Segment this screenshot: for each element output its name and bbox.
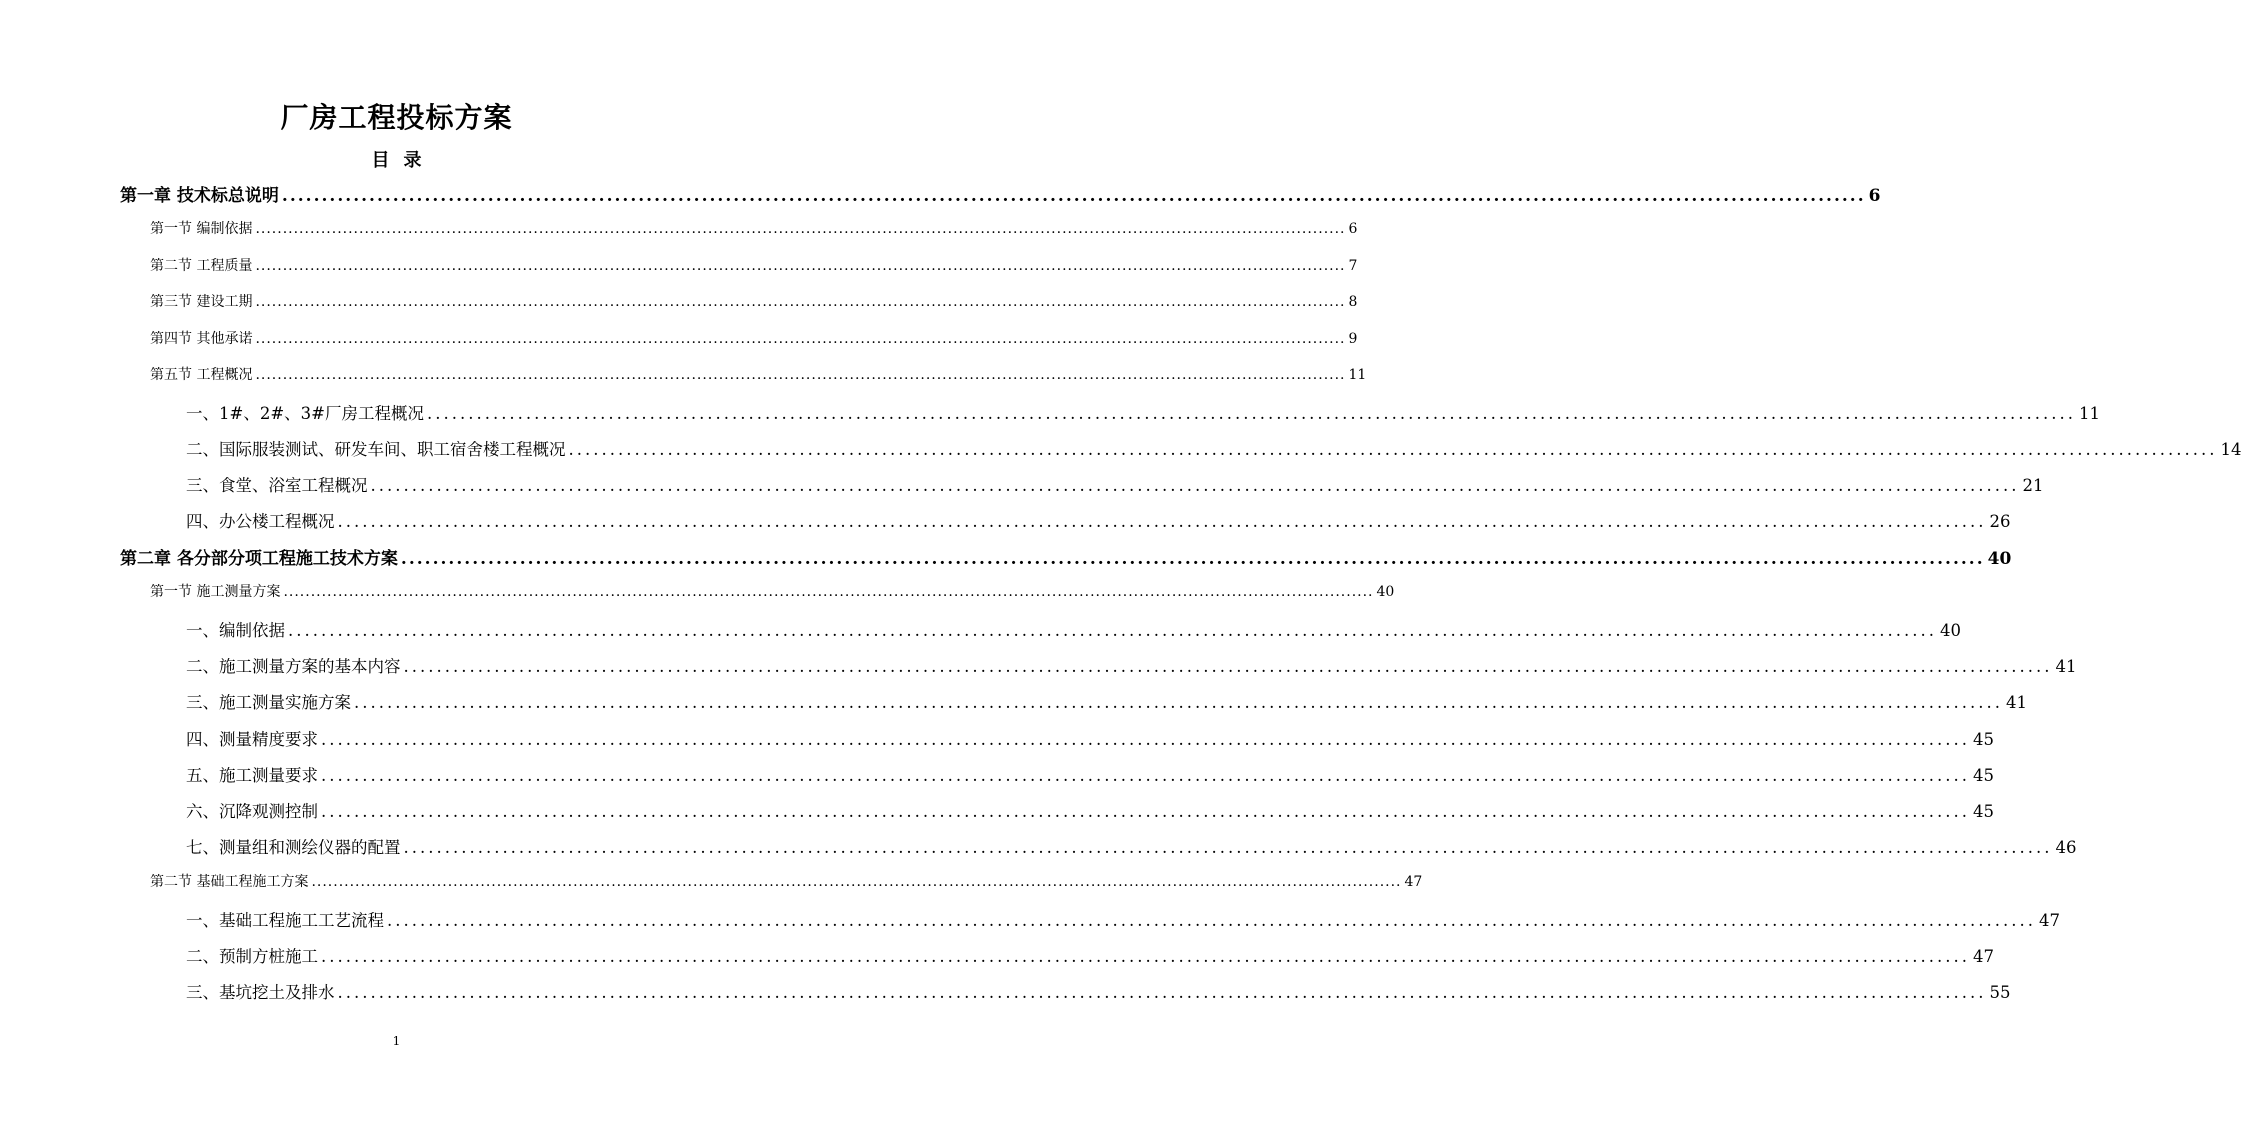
toc-leader-dots: ........................................................................................................................................................................................................	[354, 693, 2003, 712]
toc-entry-label: 第二节 工程质量	[150, 258, 253, 274]
toc-entry-label: 二、国际服装测试、研发车间、职工宿舍楼工程概况	[186, 440, 566, 459]
toc-leader-dots: ........................................................................................................................................................................................................	[321, 802, 1970, 821]
toc-subsection-entry[interactable]	[186, 726, 1994, 750]
toc-entry-label: 第一章 技术标总说明	[120, 186, 279, 206]
toc-entry-page: 40	[1987, 549, 2012, 569]
toc-section-entry[interactable]	[150, 364, 1367, 384]
toc-entry-label: 第二节 基础工程施工方案	[150, 874, 309, 890]
toc-section-entry[interactable]	[150, 871, 1423, 891]
toc-entry-page: 21	[2022, 476, 2044, 495]
toc-entry-page: 45	[1972, 766, 1994, 785]
toc-heading-left: 目	[371, 150, 390, 171]
toc-entry-label: 三、基坑挖土及排水	[186, 983, 335, 1002]
toc-section-entry[interactable]	[150, 328, 1358, 348]
toc-leader-dots: ........................................................................................................................................................................................................	[321, 947, 1970, 966]
toc-heading	[0, 146, 793, 172]
toc-subsection-entry[interactable]	[186, 834, 2077, 858]
toc-entry-label: 六、沉降观测控制	[186, 802, 318, 821]
page-number: 1	[392, 1034, 401, 1048]
toc-entry-page: 47	[1972, 947, 1994, 966]
toc-entry-page: 46	[2055, 838, 2077, 857]
toc-subsection-entry[interactable]	[186, 798, 1994, 822]
toc-leader-dots: ........................................................................................................................................................................................................	[321, 766, 1970, 785]
toc-entry-page: 41	[2055, 657, 2077, 676]
toc-section-entry[interactable]	[150, 291, 1358, 311]
toc-subsection-entry[interactable]	[186, 617, 1961, 641]
toc-subsection-entry[interactable]	[186, 472, 2044, 496]
toc-leader-dots: ........................................................................................................................................................................................................	[568, 440, 2218, 459]
toc-entry-label: 四、测量精度要求	[186, 730, 318, 749]
toc-leader-dots: ........................................................................................................................................................................................................	[281, 186, 1866, 206]
toc-entry-page: 6	[1348, 221, 1358, 237]
toc-subsection-entry[interactable]	[186, 653, 2077, 677]
toc-leader-dots: ........................................................................................................................................................................................................	[321, 730, 1970, 749]
toc-entry-page: 47	[1404, 874, 1423, 890]
toc-entry-page: 11	[1348, 367, 1367, 383]
toc-leader-dots: ........................................................................................................................................................................................................	[337, 512, 1987, 531]
toc-heading-right: 录	[403, 150, 422, 171]
toc-leader-dots: ........................................................................................................................................................................................................	[255, 367, 1346, 383]
toc-entry-label: 第四节 其他承诺	[150, 331, 253, 347]
toc-leader-dots: ........................................................................................................................................................................................................	[255, 258, 1346, 274]
toc-entry-page: 9	[1348, 331, 1358, 347]
toc-entry-label: 第三节 建设工期	[150, 294, 253, 310]
toc-entry-page: 7	[1348, 258, 1358, 274]
toc-leader-dots: ........................................................................................................................................................................................................	[403, 657, 2053, 676]
toc-chapter-entry[interactable]	[120, 181, 1881, 206]
toc-leader-dots: ........................................................................................................................................................................................................	[426, 404, 2076, 423]
toc-entry-label: 第二章 各分部分项工程施工技术方案	[120, 549, 398, 569]
toc-entry-page: 8	[1348, 294, 1358, 310]
toc-leader-dots: ........................................................................................................................................................................................................	[283, 584, 1374, 600]
toc-entry-page: 26	[1989, 512, 2011, 531]
toc-entry-page: 41	[2005, 693, 2027, 712]
toc-entry-label: 第五节 工程概况	[150, 367, 253, 383]
toc-entry-page: 40	[1939, 621, 1961, 640]
toc-entry-page: 40	[1376, 584, 1395, 600]
toc-section-entry[interactable]	[150, 255, 1358, 275]
document-title: 厂房工程投标方案	[280, 101, 513, 134]
toc-entry-label: 第一节 编制依据	[150, 221, 253, 237]
toc-entry-label: 一、编制依据	[186, 621, 285, 640]
toc-entry-page: 45	[1972, 730, 1994, 749]
toc-entry-label: 四、办公楼工程概况	[186, 512, 335, 531]
toc-leader-dots: ........................................................................................................................................................................................................	[255, 221, 1346, 237]
toc-entry-label: 七、测量组和测绘仪器的配置	[186, 838, 401, 857]
toc-entry-page: 14	[2220, 440, 2241, 459]
toc-subsection-entry[interactable]	[186, 979, 2011, 1003]
toc-entry-label: 五、施工测量要求	[186, 766, 318, 785]
toc-subsection-entry[interactable]	[186, 400, 2100, 424]
toc-leader-dots: ........................................................................................................................................................................................................	[400, 549, 1985, 569]
toc-subsection-entry[interactable]	[186, 508, 2011, 532]
toc-subsection-entry[interactable]	[186, 907, 2060, 931]
toc-entry-page: 11	[2078, 404, 2100, 423]
toc-leader-dots: ........................................................................................................................................................................................................	[288, 621, 1937, 640]
toc-chapter-entry[interactable]	[120, 544, 2012, 569]
toc-entry-label: 一、基础工程施工工艺流程	[186, 911, 384, 930]
toc-section-entry[interactable]	[150, 218, 1358, 238]
toc-leader-dots: ........................................................................................................................................................................................................	[337, 983, 1987, 1002]
toc-entry-label: 一、1#、2#、3#厂房工程概况	[186, 404, 424, 423]
toc-entry-page: 6	[1868, 186, 1881, 206]
toc-leader-dots: ........................................................................................................................................................................................................	[403, 838, 2053, 857]
toc-subsection-entry[interactable]	[186, 762, 1994, 786]
toc-entry-label: 三、食堂、浴室工程概况	[186, 476, 368, 495]
toc-subsection-entry[interactable]	[186, 436, 2241, 460]
toc-leader-dots: ........................................................................................................................................................................................................	[370, 476, 2020, 495]
toc-leader-dots: ........................................................................................................................................................................................................	[255, 294, 1346, 310]
toc-leader-dots: ........................................................................................................................................................................................................	[311, 874, 1402, 890]
toc-section-entry[interactable]	[150, 581, 1395, 601]
toc-entry-page: 55	[1989, 983, 2011, 1002]
toc-leader-dots: ........................................................................................................................................................................................................	[255, 331, 1346, 347]
toc-subsection-entry[interactable]	[186, 689, 2027, 713]
toc-entry-label: 二、预制方桩施工	[186, 947, 318, 966]
toc-subsection-entry[interactable]	[186, 943, 1994, 967]
toc-entry-label: 第一节 施工测量方案	[150, 584, 281, 600]
toc-leader-dots: ........................................................................................................................................................................................................	[387, 911, 2036, 930]
toc-entry-label: 二、施工测量方案的基本内容	[186, 657, 401, 676]
toc-entry-page: 47	[2038, 911, 2060, 930]
toc-entry-label: 三、施工测量实施方案	[186, 693, 351, 712]
toc-entry-page: 45	[1972, 802, 1994, 821]
